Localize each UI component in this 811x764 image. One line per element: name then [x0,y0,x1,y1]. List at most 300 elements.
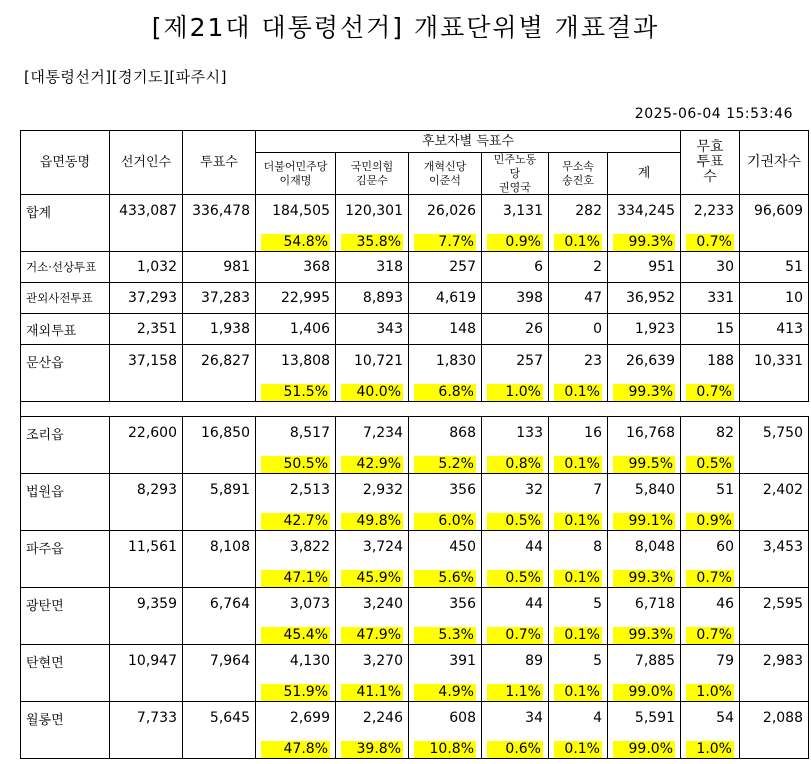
empty-cell [740,620,809,645]
voters-cell: 8,108 [183,531,256,563]
percent-cell [681,677,740,702]
percent-value: 99.3% [613,570,675,587]
percent-value: 0.1% [554,627,602,644]
empty-cell [183,449,256,474]
candidate-1-votes: 3,073 [256,588,336,620]
percent-cell [608,506,681,531]
percent-row [21,377,809,402]
percent-cell [482,734,549,759]
empty-cell [183,227,256,252]
empty-cell [110,377,183,402]
percent-cell [409,227,482,252]
electors-cell: 433,087 [110,195,183,227]
percent-value: 0.7% [487,627,543,644]
empty-cell [21,506,110,531]
empty-cell [740,449,809,474]
percent-cell [681,449,740,474]
percent-cell [608,227,681,252]
percent-value: 5.2% [414,456,476,473]
candidate-3-votes: 26,026 [409,195,482,227]
total-cell: 5,840 [608,474,681,506]
table-row [21,283,809,314]
percent-cell [256,677,336,702]
voters-cell: 26,827 [183,345,256,377]
candidate-5-votes: 23 [549,345,608,377]
total-cell: 1,923 [608,314,681,345]
percent-cell [336,677,409,702]
candidate-1-votes: 2,699 [256,702,336,734]
percent-cell [256,377,336,402]
percent-value: 0.1% [554,570,602,587]
candidate-2-votes: 2,932 [336,474,409,506]
candidate-2-votes: 343 [336,314,409,345]
percent-value: 99.3% [613,234,675,251]
percent-value: 99.0% [613,684,675,701]
percent-cell [549,620,608,645]
voters-cell: 6,764 [183,588,256,620]
percent-value: 0.1% [554,384,602,401]
empty-cell [183,506,256,531]
percent-cell [256,227,336,252]
percent-cell [256,563,336,588]
candidate-1-votes: 13,808 [256,345,336,377]
candidate-1-votes: 8,517 [256,417,336,449]
empty-cell [110,734,183,759]
candidate-2-votes: 318 [336,252,409,283]
percent-cell [549,677,608,702]
candidate-5-votes: 5 [549,588,608,620]
candidate-3-votes: 148 [409,314,482,345]
percent-value: 49.8% [341,513,403,530]
table-row [21,195,809,227]
percent-cell [256,734,336,759]
candidate-5-votes: 47 [549,283,608,314]
percent-value: 1.0% [686,741,734,758]
total-cell: 8,048 [608,531,681,563]
candidate-3-votes: 257 [409,252,482,283]
total-cell: 36,952 [608,283,681,314]
table-row [21,702,809,734]
percent-value: 99.3% [613,627,675,644]
electors-cell: 7,733 [110,702,183,734]
electors-cell: 2,351 [110,314,183,345]
percent-value: 4.9% [414,684,476,701]
invalid-cell: 30 [681,252,740,283]
district-name: 법원읍 [21,474,110,506]
candidate-1-votes: 1,406 [256,314,336,345]
empty-cell [183,377,256,402]
percent-cell [681,734,740,759]
voters-cell: 7,964 [183,645,256,677]
percent-cell [681,620,740,645]
empty-cell [740,563,809,588]
candidate-2-votes: 2,246 [336,702,409,734]
empty-cell [183,563,256,588]
candidate-4-votes: 32 [482,474,549,506]
candidate-3-votes: 4,619 [409,283,482,314]
empty-cell [740,734,809,759]
candidate-5-votes: 16 [549,417,608,449]
percent-value: 1.0% [686,684,734,701]
percent-cell [336,734,409,759]
percent-cell [409,377,482,402]
percent-row [21,677,809,702]
empty-cell [21,449,110,474]
percent-cell [608,563,681,588]
percent-cell [409,734,482,759]
invalid-cell: 54 [681,702,740,734]
district-name: 조리읍 [21,417,110,449]
percent-value: 0.6% [487,741,543,758]
empty-cell [21,734,110,759]
candidate-1-votes: 4,130 [256,645,336,677]
percent-value: 0.5% [487,513,543,530]
candidate-5-votes: 2 [549,252,608,283]
percent-cell [549,563,608,588]
percent-value: 0.9% [487,234,543,251]
percent-value: 0.7% [686,384,734,401]
electors-cell: 9,359 [110,588,183,620]
header-abstain: 기권자수 [740,131,809,195]
percent-cell [608,677,681,702]
candidate-1-votes: 3,822 [256,531,336,563]
percent-cell [681,506,740,531]
candidate-4-votes: 133 [482,417,549,449]
percent-row [21,620,809,645]
candidate-1-votes: 368 [256,252,336,283]
empty-cell [21,677,110,702]
invalid-cell: 46 [681,588,740,620]
candidate-2-votes: 3,724 [336,531,409,563]
percent-cell [409,677,482,702]
percent-cell [482,620,549,645]
percent-value: 51.9% [261,684,330,701]
percent-value: 99.0% [613,741,675,758]
percent-value: 47.1% [261,570,330,587]
percent-value: 0.1% [554,513,602,530]
percent-value: 10.8% [414,741,476,758]
percent-value: 1.0% [487,384,543,401]
header-candidates-group: 후보자별 득표수 [256,131,681,153]
candidate-3-votes: 1,830 [409,345,482,377]
percent-cell [482,377,549,402]
empty-cell [740,377,809,402]
percent-cell [608,620,681,645]
percent-cell [409,620,482,645]
percent-value: 1.1% [487,684,543,701]
percent-value: 0.5% [487,570,543,587]
table-row [21,645,809,677]
total-cell: 7,885 [608,645,681,677]
percent-value: 35.8% [341,234,403,251]
empty-cell [183,620,256,645]
percent-value: 0.8% [487,456,543,473]
percent-value: 47.9% [341,627,403,644]
table-row [21,345,809,377]
percent-value: 5.3% [414,627,476,644]
percent-cell [482,227,549,252]
candidate-4-votes: 398 [482,283,549,314]
percent-value: 99.1% [613,513,675,530]
percent-value: 6.0% [414,513,476,530]
percent-value: 0.5% [686,456,734,473]
candidate-4-votes: 6 [482,252,549,283]
percent-row [21,734,809,759]
voters-cell: 5,891 [183,474,256,506]
percent-value: 39.8% [341,741,403,758]
header-voters: 투표수 [183,131,256,195]
table-row [21,252,809,283]
electors-cell: 10,947 [110,645,183,677]
percent-value: 6.8% [414,384,476,401]
abstain-cell: 413 [740,314,809,345]
empty-cell [183,734,256,759]
timestamp: 2025-06-04 15:53:46 [634,106,793,122]
candidate-4-votes: 44 [482,531,549,563]
candidate-3-votes: 356 [409,588,482,620]
candidate-2-votes: 7,234 [336,417,409,449]
percent-value: 0.1% [554,684,602,701]
total-cell: 334,245 [608,195,681,227]
percent-cell [608,734,681,759]
total-cell: 26,639 [608,345,681,377]
candidate-5-votes: 8 [549,531,608,563]
table-row [21,588,809,620]
voters-cell: 981 [183,252,256,283]
district-name: 월롱면 [21,702,110,734]
percent-value: 0.1% [554,741,602,758]
percent-cell [482,449,549,474]
percent-cell [482,563,549,588]
percent-cell [336,563,409,588]
percent-value: 50.5% [261,456,330,473]
candidate-2-votes: 10,721 [336,345,409,377]
invalid-cell: 2,233 [681,195,740,227]
header-candidate-2: 국민의힘 김문수 [336,153,409,195]
header-electors: 선거인수 [110,131,183,195]
percent-value: 0.9% [686,513,734,530]
empty-cell [740,506,809,531]
empty-cell [21,377,110,402]
total-cell: 951 [608,252,681,283]
percent-cell [256,620,336,645]
percent-value: 0.7% [686,234,734,251]
voters-cell: 336,478 [183,195,256,227]
total-cell: 6,718 [608,588,681,620]
electors-cell: 37,158 [110,345,183,377]
empty-cell [21,620,110,645]
candidate-5-votes: 5 [549,645,608,677]
empty-cell [21,563,110,588]
candidate-3-votes: 356 [409,474,482,506]
candidate-3-votes: 391 [409,645,482,677]
percent-cell [681,563,740,588]
empty-cell [110,563,183,588]
percent-cell [681,377,740,402]
header-invalid: 무효투표수 [681,131,740,195]
invalid-cell: 79 [681,645,740,677]
abstain-cell: 2,402 [740,474,809,506]
header-total: 계 [608,153,681,195]
candidate-4-votes: 89 [482,645,549,677]
candidate-2-votes: 8,893 [336,283,409,314]
candidate-3-votes: 450 [409,531,482,563]
percent-value: 99.5% [613,456,675,473]
table-row [21,474,809,506]
abstain-cell: 10,331 [740,345,809,377]
header-candidate-3: 개혁신당 이준석 [409,153,482,195]
results-table [20,130,809,759]
candidate-4-votes: 34 [482,702,549,734]
candidate-1-votes: 22,995 [256,283,336,314]
total-cell: 5,591 [608,702,681,734]
empty-cell [110,449,183,474]
invalid-cell: 188 [681,345,740,377]
percent-row [21,506,809,531]
district-name: 탄현면 [21,645,110,677]
percent-value: 45.9% [341,570,403,587]
invalid-cell: 331 [681,283,740,314]
abstain-cell: 3,453 [740,531,809,563]
district-name: 광탄면 [21,588,110,620]
electors-cell: 1,032 [110,252,183,283]
separator-row [21,402,809,417]
voters-cell: 1,938 [183,314,256,345]
percent-cell [409,449,482,474]
percent-value: 0.7% [686,627,734,644]
percent-cell [256,449,336,474]
abstain-cell: 2,983 [740,645,809,677]
candidate-2-votes: 3,270 [336,645,409,677]
candidate-4-votes: 257 [482,345,549,377]
invalid-cell: 60 [681,531,740,563]
percent-value: 42.9% [341,456,403,473]
abstain-cell: 51 [740,252,809,283]
empty-cell [110,677,183,702]
empty-cell [110,227,183,252]
district-name: 관외사전투표 [21,283,110,314]
percent-cell [336,227,409,252]
percent-value: 51.5% [261,384,330,401]
invalid-cell: 82 [681,417,740,449]
candidate-4-votes: 3,131 [482,195,549,227]
candidate-2-votes: 120,301 [336,195,409,227]
header-candidate-5: 무소속 송진호 [549,153,608,195]
breadcrumb: [대통령선거][경기도][파주시] [24,68,228,86]
percent-cell [409,506,482,531]
percent-row [21,227,809,252]
candidate-2-votes: 3,240 [336,588,409,620]
candidate-1-votes: 184,505 [256,195,336,227]
percent-value: 41.1% [341,684,403,701]
header-district: 읍면동명 [21,131,110,195]
percent-value: 5.6% [414,570,476,587]
header-candidate-4: 민주노동당 권영국 [482,153,549,195]
empty-cell [110,620,183,645]
district-name: 합계 [21,195,110,227]
abstain-cell: 5,750 [740,417,809,449]
percent-row [21,563,809,588]
percent-value: 47.8% [261,741,330,758]
table-row [21,417,809,449]
district-name: 재외투표 [21,314,110,345]
candidate-3-votes: 868 [409,417,482,449]
percent-value: 0.1% [554,456,602,473]
empty-cell [183,677,256,702]
abstain-cell: 2,595 [740,588,809,620]
percent-value: 40.0% [341,384,403,401]
percent-value: 0.7% [686,570,734,587]
empty-cell [21,227,110,252]
percent-cell [681,227,740,252]
percent-cell [336,620,409,645]
percent-cell [549,449,608,474]
percent-cell [336,506,409,531]
percent-value: 42.7% [261,513,330,530]
electors-cell: 11,561 [110,531,183,563]
invalid-cell: 51 [681,474,740,506]
empty-cell [740,227,809,252]
percent-cell [336,377,409,402]
percent-value: 0.1% [554,234,602,251]
electors-cell: 22,600 [110,417,183,449]
district-name: 문산읍 [21,345,110,377]
percent-cell [482,506,549,531]
candidate-3-votes: 608 [409,702,482,734]
percent-cell [549,227,608,252]
candidate-5-votes: 4 [549,702,608,734]
table-row [21,531,809,563]
candidate-4-votes: 44 [482,588,549,620]
percent-cell [549,377,608,402]
voters-cell: 5,645 [183,702,256,734]
district-name: 거소·선상투표 [21,252,110,283]
candidate-4-votes: 26 [482,314,549,345]
voters-cell: 16,850 [183,417,256,449]
separator-cell [21,402,809,417]
invalid-cell: 15 [681,314,740,345]
percent-value: 54.8% [261,234,330,251]
candidate-5-votes: 0 [549,314,608,345]
percent-cell [549,734,608,759]
empty-cell [740,677,809,702]
percent-cell [482,677,549,702]
electors-cell: 8,293 [110,474,183,506]
page-title: [제21대 대통령선거] 개표단위별 개표결과 [151,13,660,42]
percent-row [21,449,809,474]
percent-cell [608,377,681,402]
candidate-5-votes: 282 [549,195,608,227]
percent-cell [409,563,482,588]
abstain-cell: 96,609 [740,195,809,227]
abstain-cell: 2,088 [740,702,809,734]
candidate-5-votes: 7 [549,474,608,506]
voters-cell: 37,283 [183,283,256,314]
percent-cell [608,449,681,474]
table-row [21,314,809,345]
percent-cell [336,449,409,474]
abstain-cell: 10 [740,283,809,314]
percent-cell [549,506,608,531]
percent-value: 99.3% [613,384,675,401]
electors-cell: 37,293 [110,283,183,314]
total-cell: 16,768 [608,417,681,449]
percent-cell [256,506,336,531]
district-name: 파주읍 [21,531,110,563]
empty-cell [110,506,183,531]
percent-value: 45.4% [261,627,330,644]
candidate-1-votes: 2,513 [256,474,336,506]
